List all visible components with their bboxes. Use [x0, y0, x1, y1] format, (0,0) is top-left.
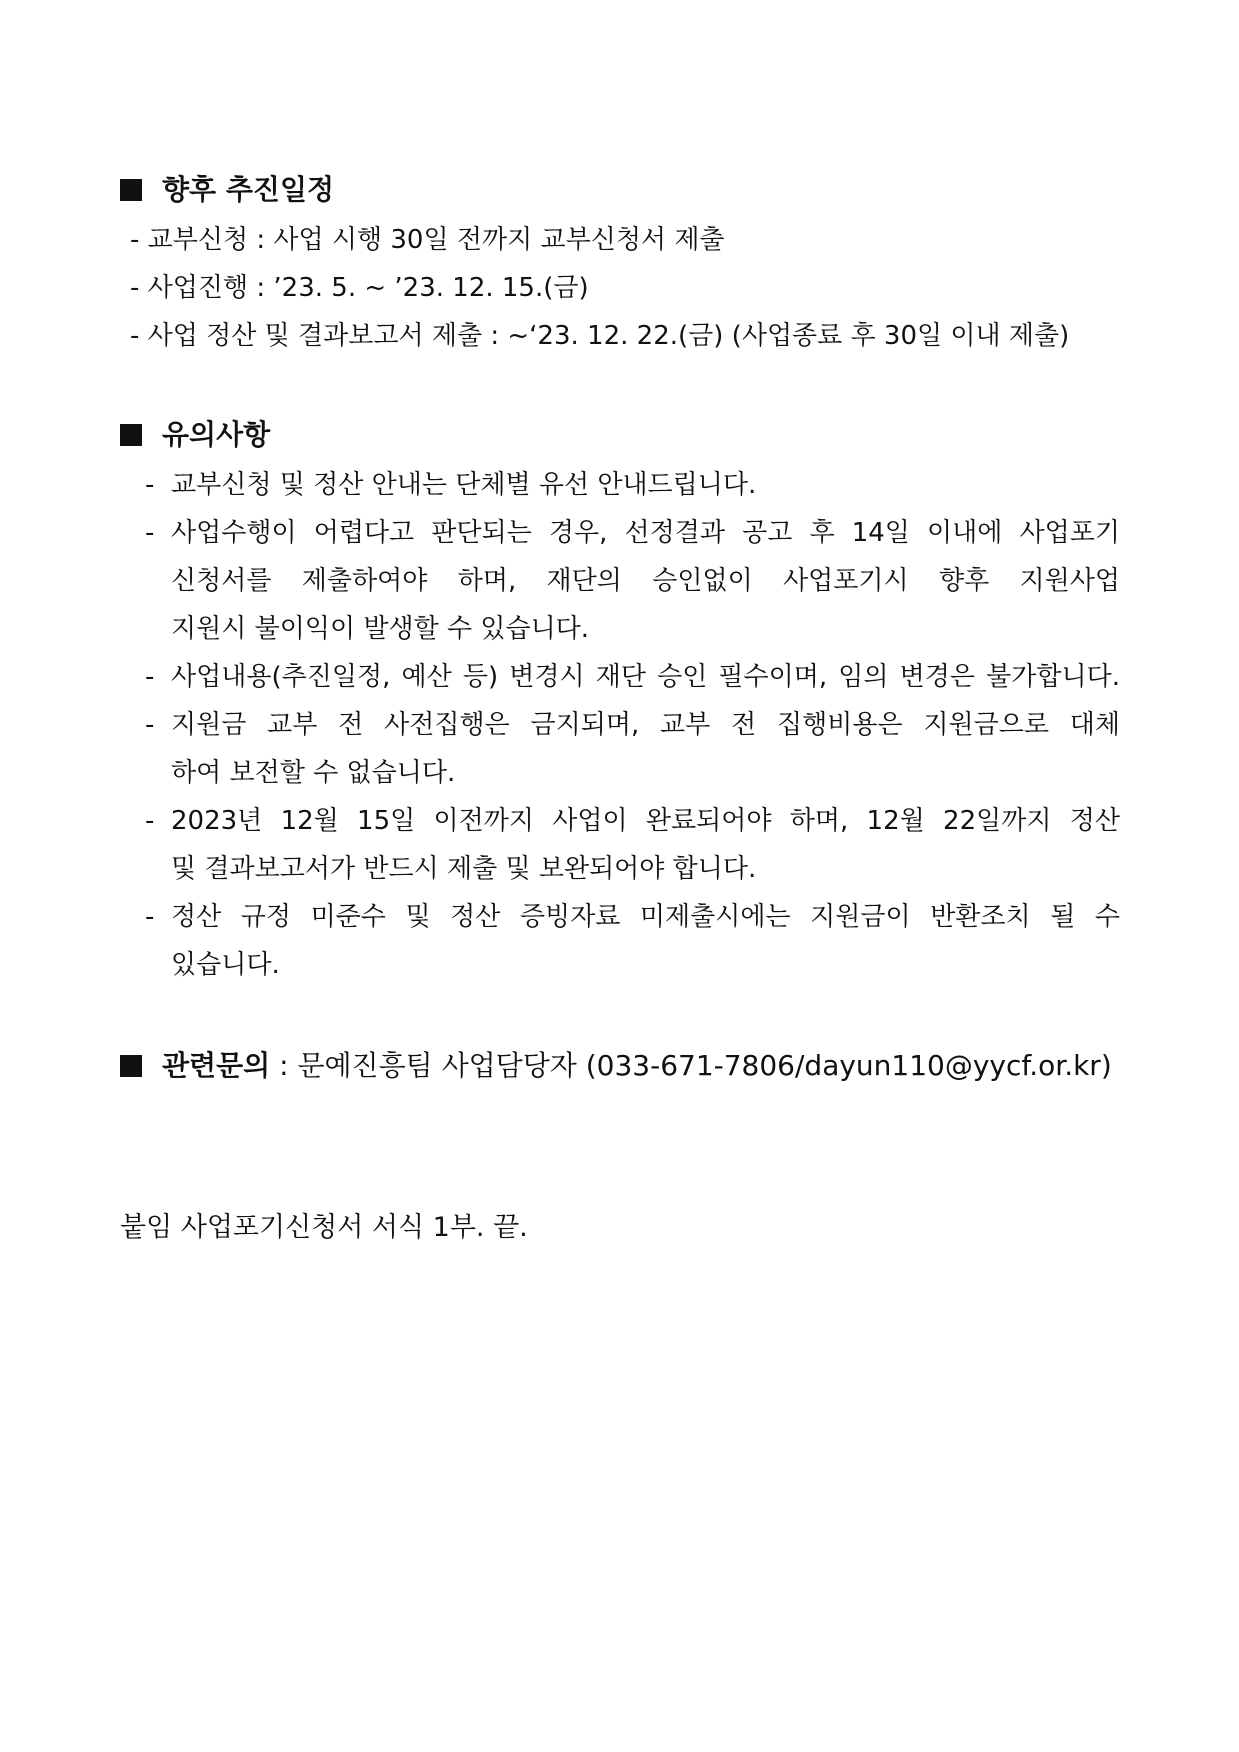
dash-bullet: - — [145, 470, 155, 500]
notes-heading: 유의사항 — [120, 417, 270, 453]
square-bullet-icon — [120, 1055, 142, 1077]
dash-bullet: - — [145, 806, 155, 836]
schedule-item-apply: - 교부신청 : 사업 시행 30일 전까지 교부신청서 제출 — [130, 225, 725, 255]
attachment-line: 붙임 사업포기신청서 서식 1부. 끝. — [120, 1212, 528, 1243]
note-item-continuation: 있습니다. — [171, 950, 280, 980]
dash-bullet: - — [145, 710, 155, 740]
note-item-continuation: 및 결과보고서가 반드시 제출 및 보완되어야 합니다. — [171, 854, 757, 884]
square-bullet-icon — [120, 424, 142, 446]
dash-bullet: - — [145, 902, 155, 932]
contact-line — [120, 1048, 1112, 1084]
dash-bullet: - — [145, 662, 155, 692]
square-bullet-icon — [120, 179, 142, 201]
note-item-continuation: 지원시 불이익이 발생할 수 있습니다. — [171, 614, 590, 644]
contact-detail: : 문예진흥팀 사업담당자 (033-671-7806/dayun110@yycf.or.kr) — [270, 1049, 1112, 1082]
note-item-continuation: 하여 보전할 수 없습니다. — [171, 758, 456, 788]
schedule-item-settlement: - 사업 정산 및 결과보고서 제출 : ~‘23. 12. 22.(금) (사업종료 후 30일 이내 제출) — [130, 321, 1070, 351]
document-page: 향후 추진일정 - 교부신청 : 사업 시행 30일 전까지 교부신청서 제출 - 사업진행 : ’23. 5. ~ ’23. 12. 15.(금) - 사업 정산 및 결과보고서 제출 : ~‘23. 12. 22.(금) (사업종료 후 30일 이내 제출) 유의사항 - 교부신청 및 정산 안내는 단체별 유선 안내드립니다. - 사업수행이 어렵다고 판단되는 경우, 선정결과 공고 후 14일 이내에 사업포기 신청서를 제출하여야 하며, 재단의 승인없이 사업포기시 향후 지원사업 지원시 불이익이 발생할 수 있습니다. - 사업내용(추진일정, 예산 등) 변경시 재단 승인 필수이며, 임의 변경은 불가합니다. - 지원금 교부 전 사전집행은 금지되며, 교부 전 집행비용은 지원금으로 대체 하여 보전할 수 없습니다. - 2023년 12월 15일 이전까지 사업이 완료되어야 하며, 12월 22일까지 정산 및 결과보고서가 반드시 제출 및 보완되어야 합니다. - 정산 규정 미준수 및 정산 증빙자료 미제출시에는 지원금이 반환조치 될 수 있습니다. 관련문의 : 문예진흥팀 사업담당자 (033-671-7806/dayun110@yycf.or.kr) 붙임 사업포기신청서 서식 1부. 끝. — [0, 0, 1239, 1752]
contact-heading: 관련문의 — [162, 1049, 271, 1082]
schedule-item-progress: - 사업진행 : ’23. 5. ~ ’23. 12. 15.(금) — [130, 273, 589, 303]
schedule-heading: 향후 추진일정 — [120, 172, 334, 208]
dash-bullet: - — [145, 518, 155, 548]
